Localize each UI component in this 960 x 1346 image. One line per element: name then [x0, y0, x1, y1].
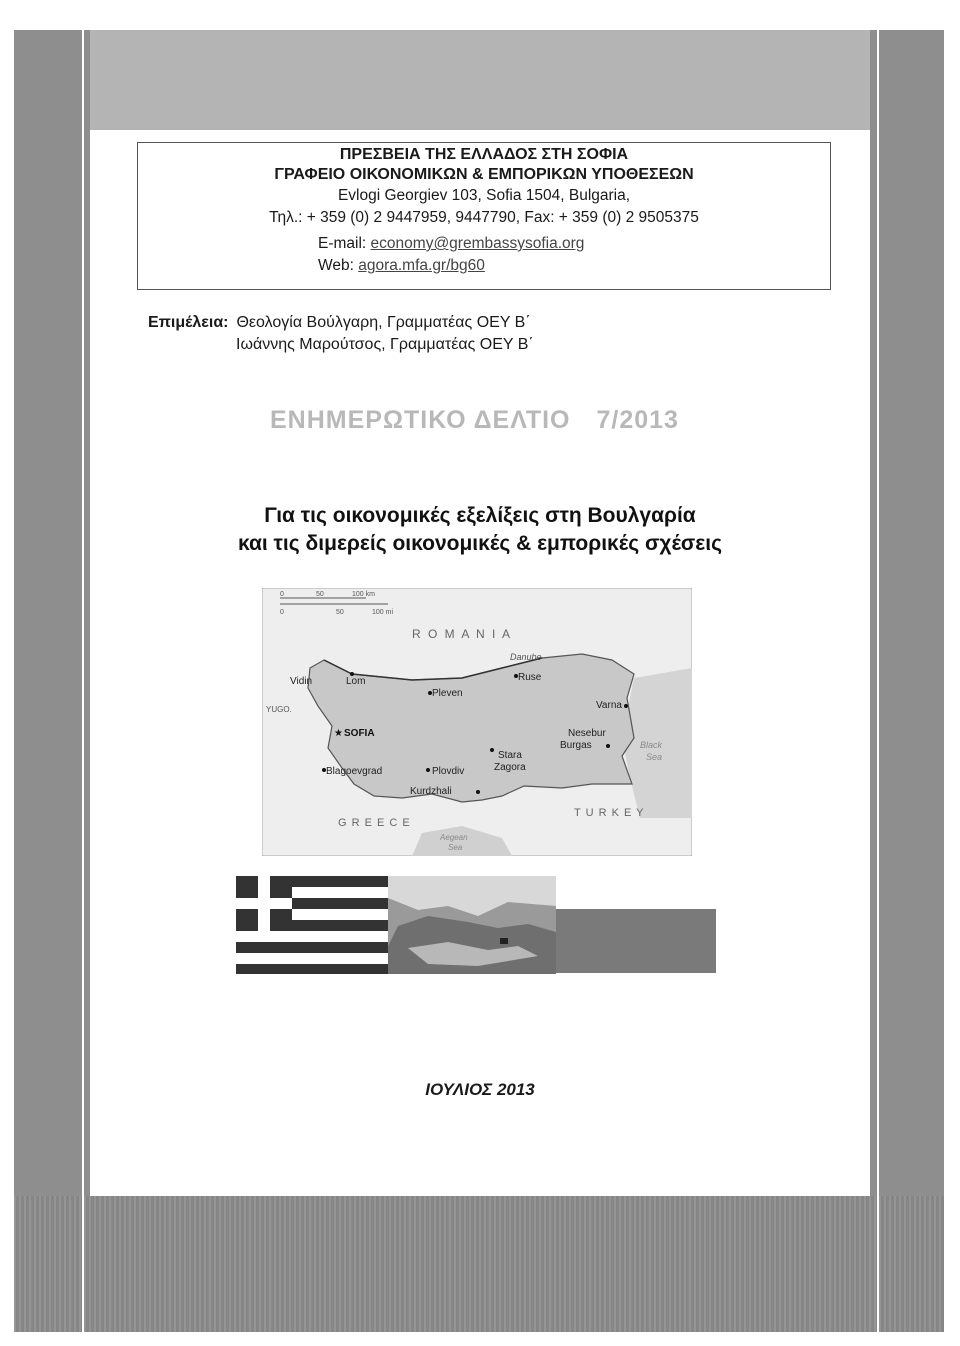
- subtitle-line-1: Για τις οικονομικές εξελίξεις στη Βουλγαρία: [264, 504, 696, 527]
- label-plovdiv: Plovdiv: [432, 766, 465, 777]
- grey-bar-graphic: [556, 909, 716, 973]
- city-dot-kurdzhali: [476, 790, 480, 794]
- label-kurdzhali: Kurdzhali: [410, 786, 452, 797]
- city-dot-ruse: [514, 674, 518, 678]
- embassy-header: [137, 142, 831, 290]
- scale-km-100: 100 km: [352, 591, 375, 598]
- scale-mi-50: 50: [336, 609, 344, 616]
- scan-border-left: [14, 30, 90, 1332]
- flag-cross-horizontal: [236, 898, 292, 909]
- label-black-sea-2: Sea: [646, 752, 663, 762]
- label-yugoslavia: YUGO.: [266, 705, 292, 714]
- publication-date: ΙΟΥΛΙΟΣ 2013: [425, 1080, 535, 1099]
- bulgaria-highlight: [500, 938, 508, 944]
- scan-border-bottom: [14, 1196, 944, 1332]
- label-burgas: Burgas: [560, 740, 592, 751]
- flag-stripe: [236, 964, 390, 974]
- label-turkey: T U R K E Y: [574, 807, 645, 819]
- city-dot-blagoevgrad: [322, 768, 326, 772]
- label-nesebur: Nesebur: [568, 728, 606, 739]
- flag-stripe: [236, 942, 390, 953]
- editors-block: [148, 312, 534, 356]
- label-stara: Stara: [498, 750, 522, 761]
- label-danube: Danube: [510, 652, 542, 662]
- scale-km-50: 50: [316, 591, 324, 598]
- bulletin-title: [270, 406, 679, 435]
- scan-border-right: [870, 30, 944, 1332]
- label-pleven: Pleven: [432, 688, 463, 699]
- label-aegean-2: Sea: [448, 843, 463, 852]
- scale-km-0: 0: [280, 591, 284, 598]
- label-vidin: Vidin: [290, 676, 313, 687]
- label-sofia: SOFIA: [344, 728, 375, 739]
- document-subtitle: [0, 502, 960, 558]
- label-zagora: Zagora: [494, 762, 526, 773]
- bulletin-number: 7/2013: [596, 406, 679, 434]
- subtitle-line-2: και τις διμερείς οικονομικές & εμπορικές σχέσεις: [237, 532, 723, 555]
- scan-edge-left: [82, 30, 84, 1332]
- bulletin-title-text: ΕΝΗΜΕΡΩΤΙΚΟ ΔΕΛΤΙΟ: [270, 406, 571, 434]
- label-blagoevgrad: Blagoevgrad: [326, 766, 383, 777]
- web-link[interactable]: agora.mfa.gr/bg60: [358, 257, 485, 274]
- greek-flag-image: [236, 876, 390, 974]
- email-label: E-mail:: [318, 235, 367, 252]
- bulgaria-map: [262, 588, 692, 856]
- scan-border-top-inner: [90, 30, 870, 130]
- office-name: ΓΡΑΦΕΙΟ ΟΙΚΟΝΟΜΙΚΩΝ & ΕΜΠΟΡΙΚΩΝ ΥΠΟΘΕΣΕΩΝ: [274, 166, 694, 183]
- address: Evlogi Georgiev 103, Sofia 1504, Bulgaria,: [337, 187, 631, 204]
- label-lom: Lom: [346, 676, 366, 687]
- label-varna: Varna: [596, 700, 622, 711]
- label-aegean-1: Aegean: [440, 833, 468, 842]
- web-label: Web:: [318, 257, 354, 274]
- email-link[interactable]: economy@grembassysofia.org: [370, 235, 585, 252]
- embassy-name: ΠΡΕΣΒΕΙΑ ΤΗΣ ΕΛΛΑΔΟΣ ΣΤΗ ΣΟΦΙΑ: [339, 146, 629, 163]
- europe-satellite-image: [388, 876, 556, 974]
- city-dot-stara-zagora: [490, 748, 494, 752]
- scale-mi-0: 0: [280, 609, 284, 616]
- web-line: [318, 257, 485, 275]
- editor-1: Θεολογία Βούλγαρη, Γραμματέας ΟΕΥ Β΄: [236, 314, 531, 331]
- label-greece: G R E E C E: [338, 817, 411, 829]
- editor-2: Ιωάννης Μαρούτσος, Γραμματέας ΟΕΥ Β΄: [236, 336, 534, 353]
- phone-fax: Τηλ.: + 359 (0) 2 9447959, 9447790, Fax: + 359 (0) 2 9505375: [269, 209, 699, 226]
- city-dot-varna: [624, 704, 628, 708]
- city-dot-lom: [350, 672, 354, 676]
- editors-label: Επιμέλεια:: [148, 314, 229, 331]
- scale-mi-100: 100 mi: [372, 609, 394, 616]
- editor-line-1: [148, 312, 534, 334]
- capital-star-icon: ★: [334, 728, 343, 739]
- label-ruse: Ruse: [518, 672, 542, 683]
- label-black-sea-1: Black: [640, 740, 663, 750]
- label-romania: R O M A N I A: [412, 627, 513, 641]
- scan-edge-right: [877, 30, 879, 1332]
- city-dot-burgas: [606, 744, 610, 748]
- city-dot-pleven: [428, 691, 432, 695]
- email-line: [318, 235, 584, 253]
- city-dot-plovdiv: [426, 768, 430, 772]
